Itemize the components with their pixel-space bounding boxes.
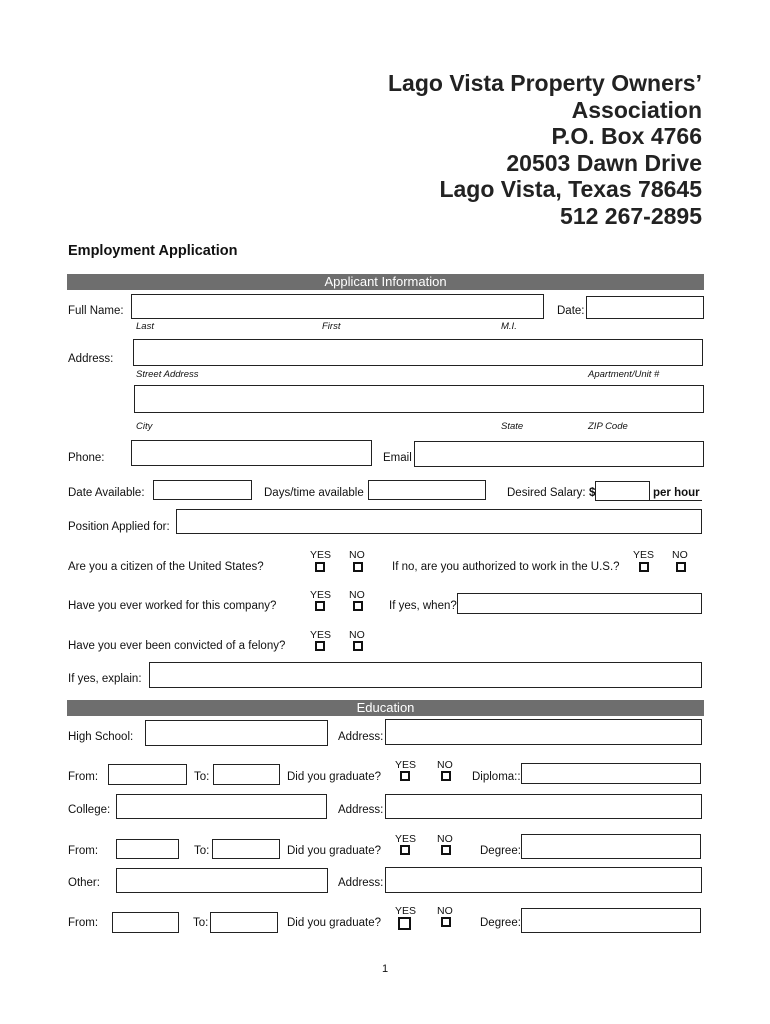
citizen-no-checkbox[interactable]: [353, 562, 363, 572]
other-address-field[interactable]: [385, 867, 702, 893]
worked-yes-checkbox[interactable]: [315, 601, 325, 611]
last-name-caption: Last: [136, 321, 154, 332]
header-line: 20503 Dawn Drive: [506, 149, 702, 176]
high-school-address-label: Address:: [338, 731, 384, 743]
date-field[interactable]: [586, 296, 704, 319]
section-applicant-information: Applicant Information: [67, 274, 704, 290]
felony-explain-field[interactable]: [149, 662, 702, 688]
email-field[interactable]: [414, 441, 704, 467]
citizen-question: Are you a citizen of the United States?: [68, 561, 264, 573]
worked-when-field[interactable]: [457, 593, 702, 614]
felony-yes-label: YES: [310, 629, 332, 641]
page-number: 1: [381, 963, 389, 975]
other-no-label: NO: [437, 905, 453, 917]
worked-yes-label: YES: [310, 589, 332, 601]
citizen-yes-checkbox[interactable]: [315, 562, 325, 572]
college-degree-field[interactable]: [521, 834, 701, 859]
high-school-graduate-question: Did you graduate?: [287, 771, 381, 783]
college-address-label: Address:: [338, 804, 384, 816]
header-line: Lago Vista Property Owners’: [387, 70, 702, 96]
city-state-zip-field[interactable]: [134, 385, 704, 413]
other-to-field[interactable]: [210, 912, 278, 933]
other-no-checkbox[interactable]: [441, 917, 451, 927]
college-address-field[interactable]: [385, 794, 702, 819]
diploma-field[interactable]: [521, 763, 701, 784]
other-from-label: From:: [68, 917, 99, 929]
desired-salary-field[interactable]: [595, 481, 650, 501]
authorized-no-label: NO: [672, 549, 688, 561]
city-caption: City: [136, 421, 153, 432]
other-label: Other:: [68, 877, 100, 889]
citizen-yes-label: YES: [310, 549, 332, 561]
date-label: Date:: [557, 305, 585, 317]
college-no-checkbox[interactable]: [441, 845, 451, 855]
college-yes-checkbox[interactable]: [400, 845, 410, 855]
apartment-caption: Apartment/Unit #: [588, 369, 660, 380]
state-caption: State: [501, 421, 524, 432]
middle-initial-caption: M.I.: [501, 321, 517, 332]
college-field[interactable]: [116, 794, 327, 819]
organization-header: [388, 70, 702, 230]
high-school-to-label: To:: [194, 771, 210, 783]
header-line: Lago Vista, Texas 78645: [439, 176, 702, 203]
citizen-no-label: NO: [349, 549, 365, 561]
form-title: Employment Application: [68, 243, 238, 259]
college-to-label: To:: [194, 845, 210, 857]
dollar-sign: $: [589, 487, 596, 499]
date-available-field[interactable]: [153, 480, 252, 500]
section-education: Education: [67, 700, 704, 716]
other-degree-label: Degree:: [480, 917, 521, 929]
high-school-field[interactable]: [145, 720, 328, 746]
other-yes-label: YES: [395, 905, 417, 917]
other-to-label: To:: [193, 917, 209, 929]
other-yes-checkbox[interactable]: [398, 917, 411, 930]
email-label: Email: [383, 452, 412, 464]
other-school-field[interactable]: [116, 868, 328, 893]
if-yes-when-label: If yes, when?: [389, 600, 457, 612]
zip-caption: ZIP Code: [588, 421, 628, 432]
college-graduate-question: Did you graduate?: [287, 845, 381, 857]
per-hour-label: per hour: [653, 487, 700, 499]
first-name-caption: First: [322, 321, 341, 332]
high-school-from-label: From:: [68, 771, 99, 783]
felony-no-checkbox[interactable]: [353, 641, 363, 651]
high-school-address-field[interactable]: [385, 719, 702, 745]
college-from-field[interactable]: [116, 839, 179, 859]
per-hour-underline: [650, 500, 702, 501]
other-address-label: Address:: [338, 877, 384, 889]
header-line: Association: [571, 96, 702, 123]
diploma-label: Diploma::: [472, 771, 521, 783]
position-label: Position Applied for:: [68, 521, 170, 533]
position-field[interactable]: [176, 509, 702, 534]
other-graduate-question: Did you graduate?: [287, 917, 381, 929]
college-yes-label: YES: [395, 833, 417, 845]
high-school-to-field[interactable]: [213, 764, 280, 785]
felony-yes-checkbox[interactable]: [315, 641, 325, 651]
high-school-no-checkbox[interactable]: [441, 771, 451, 781]
college-label: College:: [68, 804, 111, 816]
header-line: P.O. Box 4766: [551, 123, 702, 150]
other-from-field[interactable]: [112, 912, 179, 933]
phone-field[interactable]: [131, 440, 372, 466]
college-to-field[interactable]: [212, 839, 280, 859]
days-time-label: Days/time available: [264, 487, 364, 499]
full-name-label: Full Name:: [68, 305, 124, 317]
worked-no-label: NO: [349, 589, 365, 601]
college-degree-label: Degree:: [480, 845, 521, 857]
college-no-label: NO: [437, 833, 453, 845]
worked-no-checkbox[interactable]: [353, 601, 363, 611]
authorized-yes-checkbox[interactable]: [639, 562, 649, 572]
header-line: 512 267-2895: [560, 202, 702, 229]
felony-question: Have you ever been convicted of a felony?: [68, 640, 286, 652]
authorized-no-checkbox[interactable]: [676, 562, 686, 572]
days-time-field[interactable]: [368, 480, 486, 500]
college-from-label: From:: [68, 845, 99, 857]
high-school-yes-label: YES: [395, 759, 417, 771]
worked-question: Have you ever worked for this company?: [68, 600, 277, 612]
high-school-yes-checkbox[interactable]: [400, 771, 410, 781]
phone-label: Phone:: [68, 452, 105, 464]
felony-no-label: NO: [349, 629, 365, 641]
other-degree-field[interactable]: [521, 908, 701, 933]
street-address-caption: Street Address: [136, 369, 199, 380]
if-yes-explain-label: If yes, explain:: [68, 673, 142, 685]
high-school-label: High School:: [68, 731, 134, 743]
authorized-yes-label: YES: [633, 549, 655, 561]
date-available-label: Date Available:: [68, 487, 145, 499]
full-name-field[interactable]: [131, 294, 544, 319]
desired-salary-label: Desired Salary:: [507, 487, 586, 499]
high-school-no-label: NO: [437, 759, 453, 771]
authorized-question: If no, are you authorized to work in the U.S.?: [392, 561, 620, 573]
high-school-from-field[interactable]: [108, 764, 187, 785]
address-label: Address:: [68, 353, 114, 365]
street-address-field[interactable]: [133, 339, 703, 366]
